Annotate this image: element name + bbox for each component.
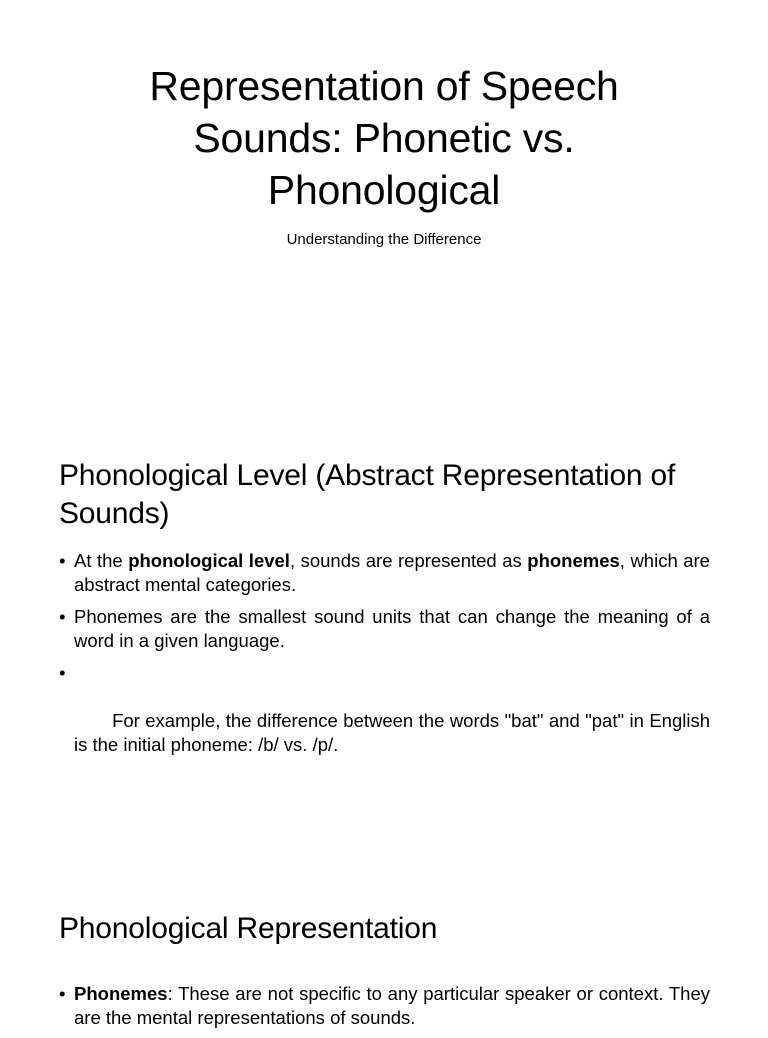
bullet-item	[59, 549, 710, 597]
bullet-term: phonological level	[128, 550, 290, 571]
bullet-item	[59, 661, 716, 781]
bullet-icon: •	[59, 550, 66, 571]
subtitle: Understanding the Difference	[286, 231, 482, 248]
main-title: Representation of Speech Sounds: Phonetic vs. Phonological	[149, 63, 619, 213]
bullet-item	[59, 982, 710, 1030]
slide-heading: Phonological Level (Abstract Representation of Sounds)	[59, 459, 676, 530]
bullet-list	[59, 549, 716, 789]
bullet-icon: •	[59, 983, 66, 1004]
bullet-term: phonemes	[527, 550, 620, 571]
bullet-text: : These are not specific to any particular speaker or context. They are the mental representations of sounds.	[74, 983, 710, 1028]
bullet-text: At the	[74, 550, 129, 571]
bullet-text: , which are abstract mental categories.	[74, 550, 710, 595]
slide-heading: Phonological Representation	[59, 912, 438, 945]
title-slide	[0, 0, 768, 430]
bullet-text: , sounds are represented as	[289, 550, 528, 571]
bullet-icon: •	[59, 606, 66, 627]
bullet-text: For example, the difference between the words "bat" and "pat" in English is the initial phoneme: /b/ vs. /p/.	[74, 710, 716, 755]
bullet-list	[59, 982, 710, 1038]
bullet-item	[59, 605, 710, 653]
bullet-text: Phonemes are the smallest sound units that can change the meaning of a word in a given language.	[74, 606, 710, 651]
bullet-icon: •	[59, 662, 66, 683]
bullet-term: Phonemes	[74, 983, 168, 1004]
